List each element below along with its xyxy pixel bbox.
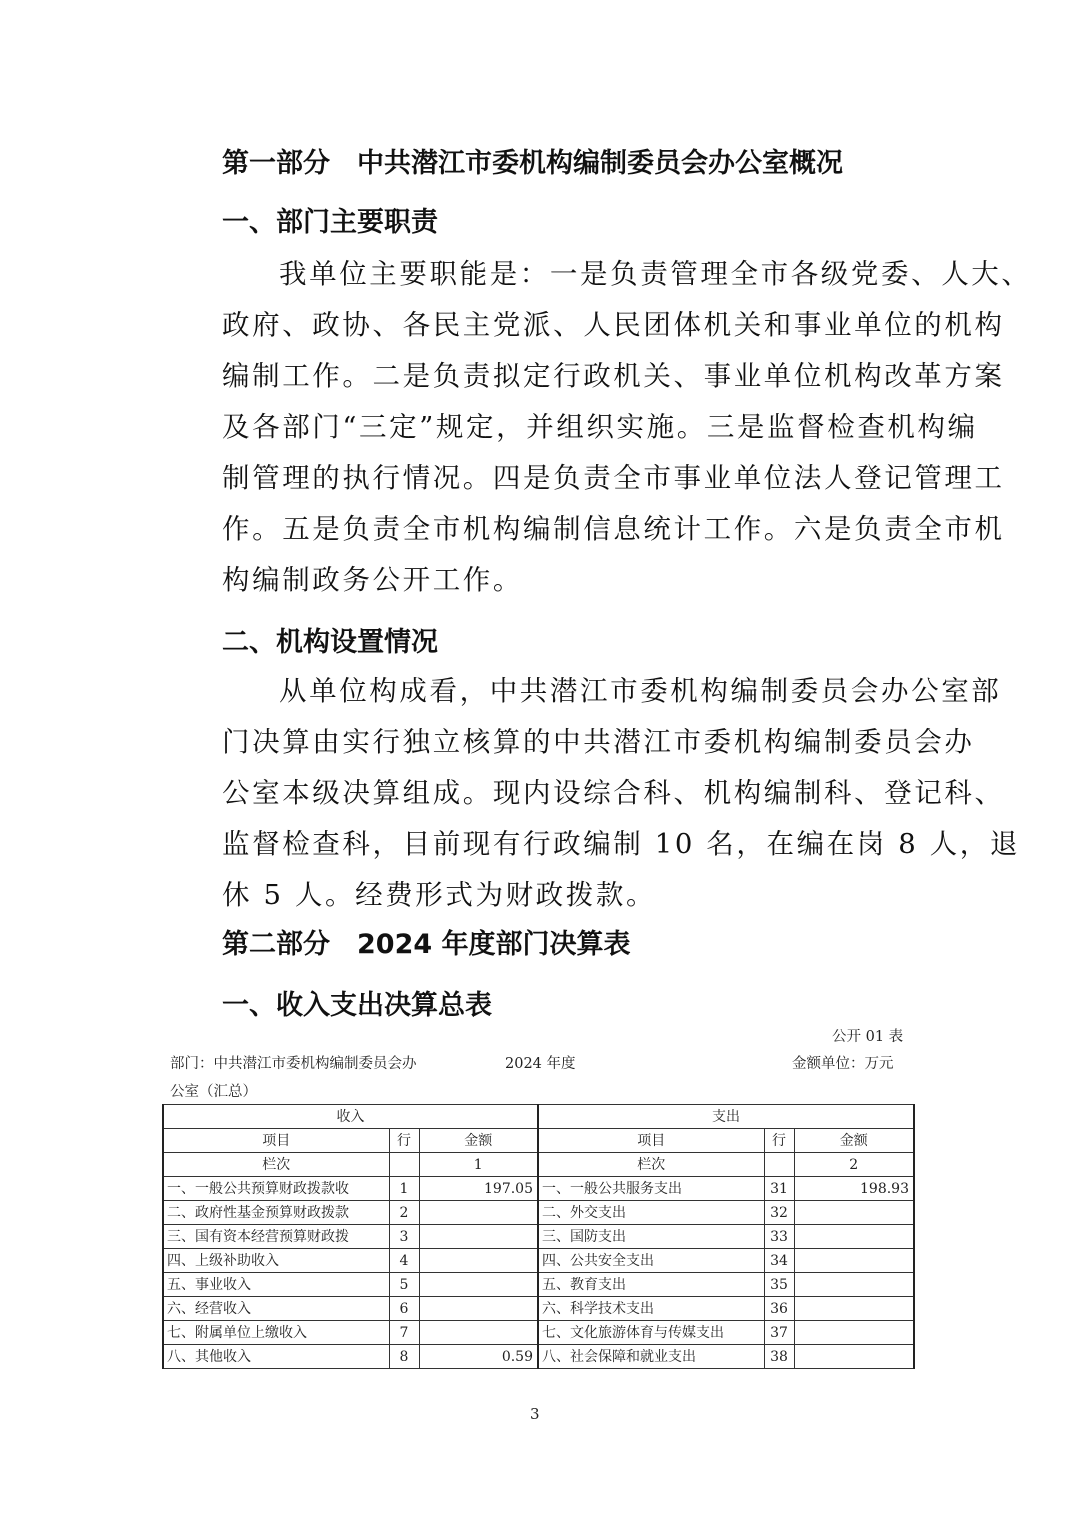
- income-row-number: 4: [389, 1249, 419, 1273]
- expense-row-number: 33: [764, 1225, 794, 1249]
- income-seq-number: 1: [419, 1153, 538, 1177]
- paragraph-line: 监督检查科，目前现有行政编制 10 名，在编在岗 8 人，退: [222, 828, 1020, 860]
- table-row: [163, 1249, 914, 1273]
- paragraph-line: 我单位主要职能是：一是负责管理全市各级党委、人大、: [279, 258, 1032, 290]
- income-row-number: 5: [389, 1273, 419, 1297]
- expense-col-item: 项目: [538, 1129, 764, 1153]
- table-row: [163, 1201, 914, 1225]
- income-item: 三、国有资本经营预算财政拨: [163, 1225, 389, 1249]
- fiscal-year: 2024 年度: [505, 1056, 576, 1072]
- table-row: [163, 1321, 914, 1345]
- table-row: [163, 1345, 914, 1369]
- expense-amount: [794, 1345, 914, 1369]
- expense-item: 一、一般公共服务支出: [538, 1177, 764, 1201]
- income-seq-label: 栏次: [163, 1153, 389, 1177]
- income-col-amount: 金额: [419, 1129, 538, 1153]
- income-item: 六、经营收入: [163, 1297, 389, 1321]
- expense-row-number: 36: [764, 1297, 794, 1321]
- income-item: 一、一般公共预算财政拨款收: [163, 1177, 389, 1201]
- part2-title: 第二部分 2024 年度部门决算表: [222, 929, 631, 960]
- paragraph-line: 作。五是负责全市机构编制信息统计工作。六是负责全市机: [222, 513, 1005, 545]
- expense-col-amount: 金额: [794, 1129, 914, 1153]
- income-col-row: 行: [389, 1129, 419, 1153]
- expense-col-row: 行: [764, 1129, 794, 1153]
- expense-amount: [794, 1273, 914, 1297]
- income-expense-table: [162, 1104, 915, 1369]
- income-amount: [419, 1225, 538, 1249]
- amount-unit: 金额单位：万元: [792, 1056, 894, 1072]
- expense-row-number: 31: [764, 1177, 794, 1201]
- expense-amount: [794, 1297, 914, 1321]
- expense-item: 六、科学技术支出: [538, 1297, 764, 1321]
- expense-seq-number: 2: [794, 1153, 914, 1177]
- expense-row-number: 32: [764, 1201, 794, 1225]
- income-row-number: 8: [389, 1345, 419, 1369]
- paragraph-line: 公室本级决算组成。现内设综合科、机构编制科、登记科、: [222, 777, 1005, 809]
- paragraph-line: 休 5 人。经费形式为财政拨款。: [222, 879, 657, 911]
- income-item: 七、附属单位上缴收入: [163, 1321, 389, 1345]
- page-number: 3: [530, 1405, 540, 1423]
- expense-row-number: 34: [764, 1249, 794, 1273]
- income-header: 收入: [163, 1105, 538, 1129]
- income-col-item: 项目: [163, 1129, 389, 1153]
- expense-item: 二、外交支出: [538, 1201, 764, 1225]
- section2-paragraph: [165, 666, 1020, 921]
- expense-item: 八、社会保障和就业支出: [538, 1345, 764, 1369]
- expense-item: 四、公共安全支出: [538, 1249, 764, 1273]
- table-row: [163, 1225, 914, 1249]
- table-row: [163, 1177, 914, 1201]
- paragraph-line: 构编制政务公开工作。: [222, 564, 523, 596]
- income-amount: 197.05: [419, 1177, 538, 1201]
- paragraph-line: 编制工作。二是负责拟定行政机关、事业单位机构改革方案: [222, 360, 1005, 392]
- paragraph-line: 政府、政协、各民主党派、人民团体机关和事业单位的机构: [222, 309, 1005, 341]
- income-amount: 0.59: [419, 1345, 538, 1369]
- income-item: 四、上级补助收入: [163, 1249, 389, 1273]
- expense-item: 三、国防支出: [538, 1225, 764, 1249]
- income-amount: [419, 1297, 538, 1321]
- expense-amount: [794, 1201, 914, 1225]
- income-amount: [419, 1201, 538, 1225]
- expense-item: 五、教育支出: [538, 1273, 764, 1297]
- department-label: 部门：中共潜江市委机构编制委员会办: [170, 1056, 417, 1072]
- expense-amount: [794, 1249, 914, 1273]
- income-item: 二、政府性基金预算财政拨款: [163, 1201, 389, 1225]
- income-row-number: 1: [389, 1177, 419, 1201]
- expense-seq-row: [764, 1153, 794, 1177]
- income-item: 八、其他收入: [163, 1345, 389, 1369]
- income-row-number: 2: [389, 1201, 419, 1225]
- expense-item: 七、文化旅游体育与传媒支出: [538, 1321, 764, 1345]
- expense-header: 支出: [538, 1105, 914, 1129]
- expense-seq-label: 栏次: [538, 1153, 764, 1177]
- expense-row-number: 38: [764, 1345, 794, 1369]
- table1-heading: 一、收入支出决算总表: [222, 990, 492, 1021]
- income-amount: [419, 1273, 538, 1297]
- expense-row-number: 35: [764, 1273, 794, 1297]
- income-row-number: 3: [389, 1225, 419, 1249]
- form-code: 公开 01 表: [832, 1029, 904, 1045]
- section1-heading: 一、部门主要职责: [222, 207, 438, 238]
- income-amount: [419, 1321, 538, 1345]
- income-seq-row: [389, 1153, 419, 1177]
- paragraph-line: 及各部门“三定”规定，并组织实施。三是监督检查机构编: [222, 411, 978, 443]
- expense-amount: [794, 1225, 914, 1249]
- expense-amount: [794, 1321, 914, 1345]
- income-item: 五、事业收入: [163, 1273, 389, 1297]
- table-row: [163, 1273, 914, 1297]
- paragraph-line: 制管理的执行情况。四是负责全市事业单位法人登记管理工: [222, 462, 1005, 494]
- income-row-number: 6: [389, 1297, 419, 1321]
- department-label-cont: 公室（汇总）: [170, 1084, 257, 1100]
- paragraph-line: 门决算由实行独立核算的中共潜江市委机构编制委员会办: [222, 726, 975, 758]
- section1-paragraph: [165, 249, 1032, 606]
- expense-amount: 198.93: [794, 1177, 914, 1201]
- table-row: [163, 1297, 914, 1321]
- income-amount: [419, 1249, 538, 1273]
- section2-heading: 二、机构设置情况: [222, 627, 438, 658]
- part1-title: 第一部分 中共潜江市委机构编制委员会办公室概况: [222, 148, 843, 179]
- expense-row-number: 37: [764, 1321, 794, 1345]
- paragraph-line: 从单位构成看，中共潜江市委机构编制委员会办公室部: [279, 675, 1002, 707]
- income-row-number: 7: [389, 1321, 419, 1345]
